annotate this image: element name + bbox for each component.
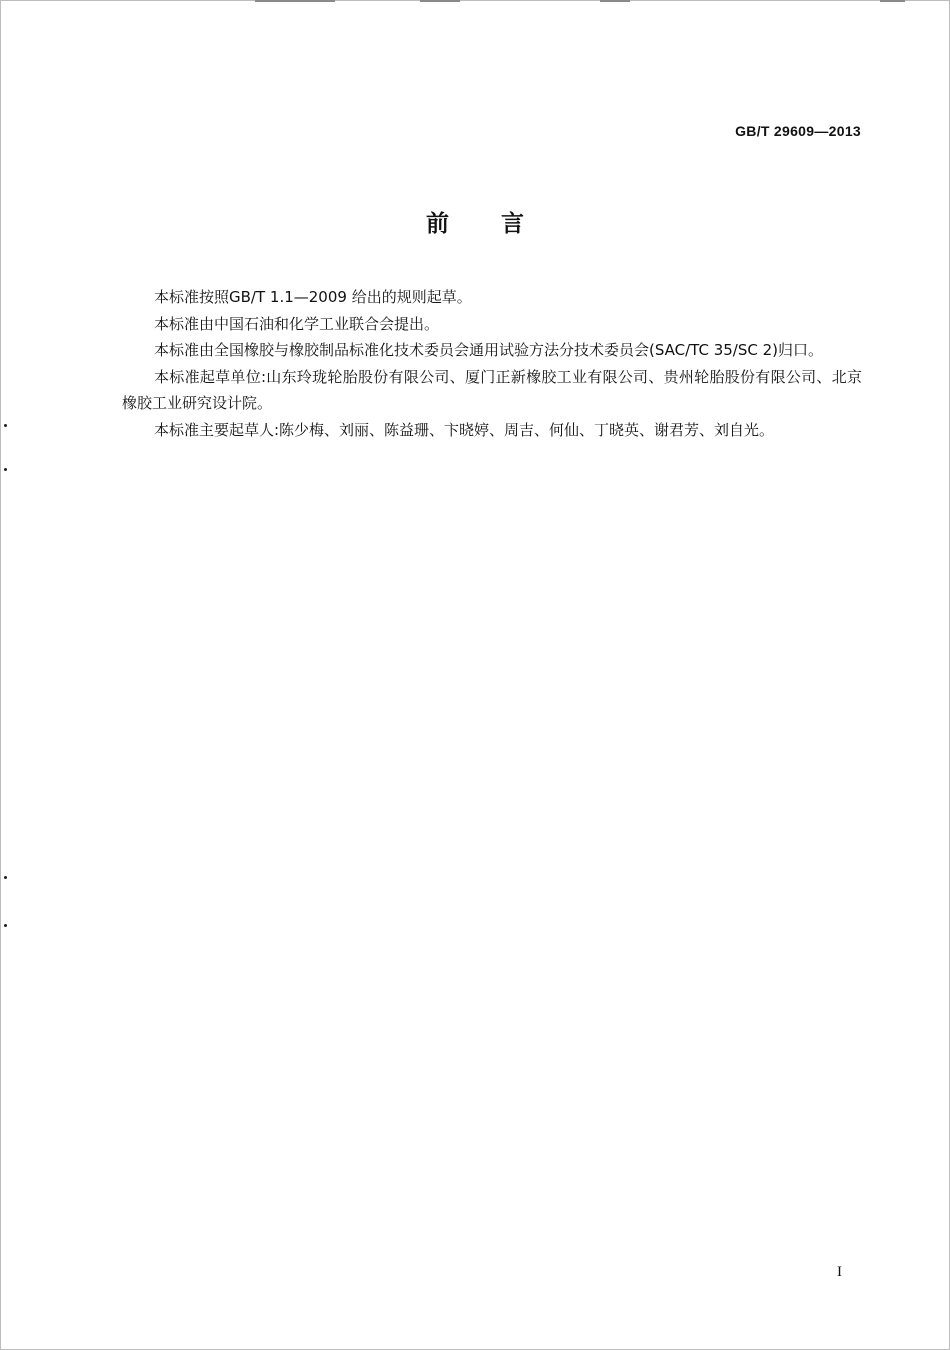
page-title: 前言 [426, 211, 576, 237]
paragraph-proposer: 本标准由中国石油和化学工业联合会提出。 [154, 314, 440, 333]
paragraph-drafting-rules: 本标准按照GB/T 1.1—2009 给出的规则起草。 [154, 288, 472, 306]
page-number: I [837, 1264, 842, 1280]
margin-dot [4, 468, 7, 471]
standard-number: GB/T 29609—2013 [735, 123, 861, 139]
margin-dot [4, 924, 7, 927]
foreword-body [122, 284, 862, 443]
paragraph-committee: 本标准由全国橡胶与橡胶制品标准化技术委员会通用试验方法分技术委员会(SAC/TC 35/SC 2)归口。 [154, 341, 824, 359]
margin-dot [4, 424, 7, 427]
top-scan-marks [0, 0, 950, 3]
paragraph-drafting-units: 本标准起草单位:山东玲珑轮胎股份有限公司、厦门正新橡胶工业有限公司、贵州轮胎股份有限公司、北京橡胶工业研究设计院。 [122, 367, 862, 412]
paragraph-drafters: 本标准主要起草人:陈少梅、刘丽、陈益珊、卞晓婷、周吉、何仙、丁晓英、谢君芳、刘自光。 [154, 420, 775, 439]
margin-dot [4, 876, 7, 879]
